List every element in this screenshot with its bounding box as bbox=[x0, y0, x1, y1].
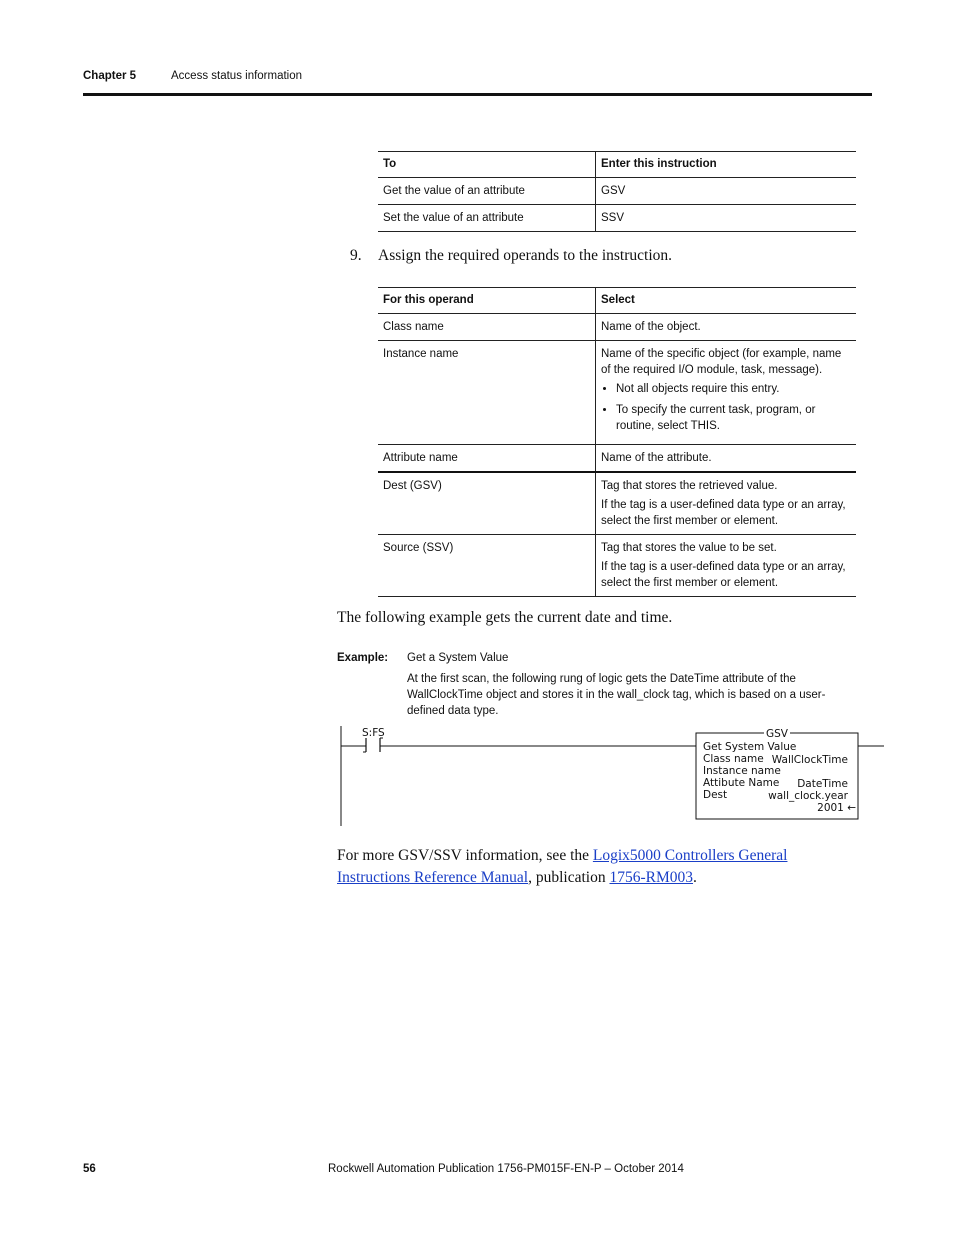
link-text[interactable]: Instructions Reference Manual bbox=[337, 869, 529, 886]
operand-label: Class name bbox=[703, 753, 764, 765]
table-row bbox=[378, 472, 856, 535]
operand-value: wall_clock.year bbox=[768, 790, 848, 802]
instruction-table bbox=[378, 151, 856, 232]
contact-tag-label: S:FS bbox=[362, 727, 385, 739]
table-cell: Instance name bbox=[378, 341, 596, 445]
instruction-title: Get System Value bbox=[703, 741, 797, 753]
table-header-cell: Select bbox=[596, 288, 857, 314]
table-row bbox=[378, 445, 856, 473]
cell-text: Name of the specific object (for example, name of the required I/O module, task, message). bbox=[601, 348, 842, 376]
cell-note: If the tag is a user-defined data type or an array, select the first member or element. bbox=[601, 561, 846, 589]
table-cell: SSV bbox=[596, 205, 857, 232]
list-item: • Not all objects require this entry. bbox=[616, 381, 851, 397]
operand-label: Dest bbox=[703, 789, 728, 801]
table-row bbox=[378, 314, 856, 341]
cell-note: If the tag is a user-defined data type or an array, select the first member or element. bbox=[601, 499, 846, 527]
cell-text: Tag that stores the value to be set. bbox=[601, 542, 777, 554]
operand-table bbox=[378, 287, 856, 597]
examine-on-contact bbox=[363, 738, 383, 752]
example-description: At the first scan, the following rung of logic gets the DateTime attribute of the WallClockTime object and stores it in the wall_clock tag, which is based on a user-defined data type. bbox=[407, 673, 826, 717]
operand-label: Attibute Name bbox=[703, 777, 780, 789]
table-cell: Set the value of an attribute bbox=[378, 205, 596, 232]
table-cell: Source (SSV) bbox=[378, 535, 596, 597]
table-cell bbox=[596, 535, 857, 597]
table-cell: Attribute name bbox=[378, 445, 596, 473]
table-cell: Dest (GSV) bbox=[378, 472, 596, 535]
operand-label: Instance name bbox=[703, 765, 781, 777]
table-cell: Get the value of an attribute bbox=[378, 178, 596, 205]
example-intro: The following example gets the current date and time. bbox=[337, 609, 673, 626]
table-header-cell: To bbox=[378, 152, 596, 178]
table-cell: Name of the object. bbox=[596, 314, 857, 341]
table-row bbox=[378, 178, 856, 205]
bullet-list bbox=[601, 381, 851, 434]
operand-value: WallClockTime bbox=[771, 754, 848, 766]
chapter-title: Access status information bbox=[171, 70, 303, 82]
cell-text: Tag that stores the retrieved value. bbox=[601, 480, 778, 492]
table-header-cell: Enter this instruction bbox=[596, 152, 857, 178]
table-cell: Name of the attribute. bbox=[596, 445, 857, 473]
ladder-rung-diagram bbox=[330, 722, 890, 830]
dest-current-value: 2001 ← bbox=[817, 802, 856, 814]
example-title: Get a System Value bbox=[407, 652, 509, 664]
table-header-row bbox=[378, 152, 856, 178]
table-header-row bbox=[378, 288, 856, 314]
table-cell: GSV bbox=[596, 178, 857, 205]
more-info-paragraph bbox=[337, 845, 857, 889]
example-label: Example: bbox=[337, 652, 389, 664]
link-text[interactable]: Logix5000 Controllers General bbox=[592, 847, 788, 864]
publication-info: Rockwell Automation Publication 1756-PM015F-EN-P – October 2014 bbox=[328, 1163, 684, 1175]
chapter-label: Chapter 5 bbox=[83, 70, 137, 82]
more-info-text: For more GSV/SSV information, see the bbox=[337, 847, 593, 864]
step-9 bbox=[350, 247, 672, 265]
table-cell bbox=[596, 472, 857, 535]
step-number: 9. bbox=[350, 247, 362, 264]
table-row bbox=[378, 205, 856, 232]
table-cell: Class name bbox=[378, 314, 596, 341]
list-item: • To specify the current task, program, or routine, select THIS. bbox=[616, 402, 851, 434]
table-row bbox=[378, 341, 856, 445]
instruction-name: GSV bbox=[766, 728, 788, 740]
table-row bbox=[378, 535, 856, 597]
header-rule bbox=[83, 93, 872, 96]
page-number: 56 bbox=[83, 1163, 96, 1175]
publication-link[interactable]: 1756-RM003 bbox=[609, 869, 694, 886]
step-text: Assign the required operands to the instruction. bbox=[378, 247, 673, 264]
more-info-text: . bbox=[693, 869, 697, 886]
operand-value: DateTime bbox=[797, 778, 848, 790]
more-info-text: , publication bbox=[528, 869, 610, 886]
table-cell bbox=[596, 341, 857, 445]
table-header-cell: For this operand bbox=[378, 288, 596, 314]
